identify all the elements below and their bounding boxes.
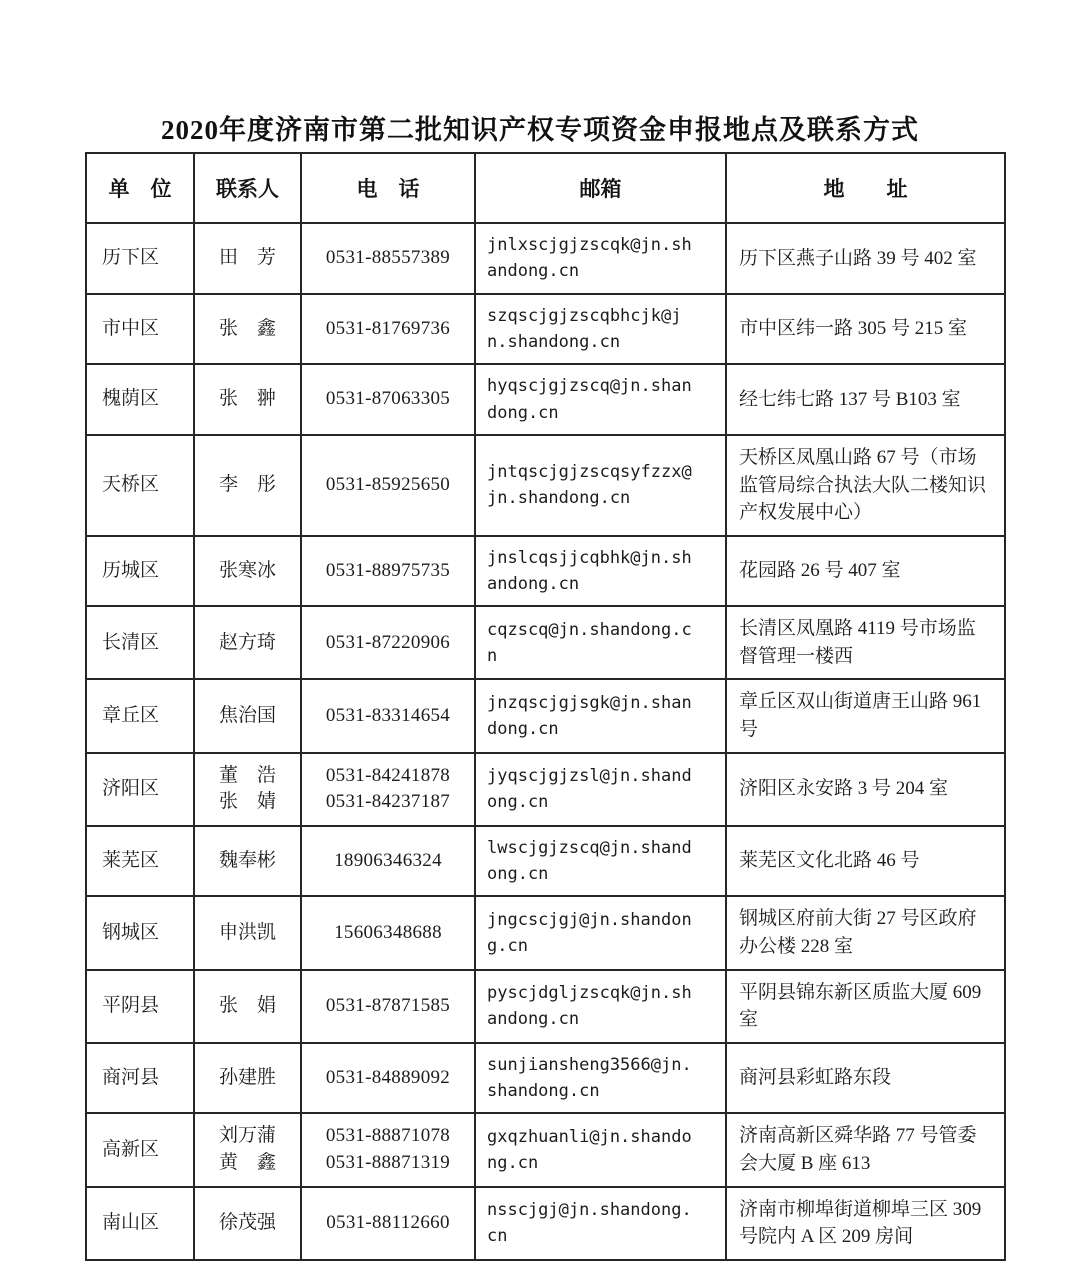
unit-cell — [86, 1043, 194, 1114]
unit-label: 槐荫区 — [102, 388, 160, 410]
contact-name: 徐茂强 — [218, 1211, 276, 1233]
phone-number: 0531-88871078 — [325, 1125, 451, 1147]
unit-cell — [86, 753, 194, 826]
table-row — [86, 1187, 1005, 1260]
contact-cell — [194, 896, 301, 969]
contact-name: 张寒冰 — [218, 559, 276, 581]
address-text: 济南市柳埠街道柳埠三区 309 号院内 A 区 209 房间 — [739, 1198, 982, 1248]
contact-name: 焦治国 — [218, 704, 276, 726]
address-text: 钢城区府前大街 27 号区政府办公楼 228 室 — [739, 908, 977, 957]
phone-number: 0531-83314654 — [325, 704, 451, 726]
contact-table — [85, 152, 1006, 1261]
table-row — [86, 1113, 1005, 1186]
unit-label: 济阳区 — [102, 777, 160, 799]
phone-number: 0531-84241878 — [325, 764, 451, 786]
phone-number: 0531-87063305 — [325, 388, 451, 410]
address-cell — [726, 896, 1005, 969]
address-text: 市中区纬一路 305 号 215 室 — [739, 318, 968, 340]
unit-label: 商河县 — [102, 1066, 160, 1088]
contact-name: 刘万蒲 — [218, 1125, 276, 1147]
phone-number: 0531-87871585 — [325, 994, 451, 1016]
email-address: nsscjgj@jn.shandong.cn — [487, 1199, 692, 1247]
phone-cell — [301, 826, 475, 897]
unit-label: 长清区 — [102, 631, 160, 653]
phone-cell — [301, 606, 475, 679]
contact-name: 孙建胜 — [218, 1066, 276, 1088]
contact-cell — [194, 606, 301, 679]
unit-cell — [86, 364, 194, 435]
address-cell — [726, 1187, 1005, 1260]
email-address: jntqscjgjzscqsyfzzx@jn.shandong.cn — [487, 462, 692, 509]
contact-name: 张 鑫 — [218, 317, 276, 339]
address-text: 平阴县锦东新区质监大厦 609 室 — [739, 981, 982, 1031]
unit-cell — [86, 294, 194, 365]
contact-cell — [194, 1113, 301, 1186]
phone-cell — [301, 223, 475, 294]
contact-cell — [194, 753, 301, 826]
contact-name: 张 翀 — [218, 388, 276, 410]
email-address: szqscjgjzscqbhcjk@jn.shandong.cn — [487, 305, 682, 353]
table-row — [86, 896, 1005, 969]
contact-cell — [194, 826, 301, 897]
header-address: 地 址 — [726, 153, 1005, 223]
contact-name: 赵方琦 — [218, 631, 276, 653]
phone-number: 0531-87220906 — [325, 631, 451, 653]
address-cell — [726, 970, 1005, 1043]
contact-name: 田 芳 — [218, 247, 276, 269]
address-cell — [726, 753, 1005, 826]
contact-cell — [194, 1187, 301, 1260]
address-cell — [726, 826, 1005, 897]
address-cell — [726, 364, 1005, 435]
table-row — [86, 970, 1005, 1043]
address-cell — [726, 1043, 1005, 1114]
phone-number: 0531-84237187 — [325, 791, 451, 813]
contact-name: 黄 鑫 — [218, 1151, 276, 1173]
table-row — [86, 753, 1005, 826]
email-address: hyqscjgjzscq@jn.shandong.cn — [487, 376, 692, 423]
phone-number: 0531-84889092 — [325, 1066, 451, 1088]
header-unit: 单 位 — [86, 153, 194, 223]
table-row — [86, 435, 1005, 536]
phone-number: 15606348688 — [334, 921, 442, 943]
address-text: 莱芜区文化北路 46 号 — [739, 850, 920, 872]
contact-cell — [194, 970, 301, 1043]
email-address: cqzscq@jn.shandong.cn — [487, 619, 692, 666]
phone-number: 0531-88112660 — [326, 1211, 450, 1233]
phone-cell — [301, 970, 475, 1043]
email-cell — [475, 1113, 726, 1186]
contact-name: 董 浩 — [218, 764, 276, 786]
contact-name: 魏奉彬 — [218, 849, 276, 871]
address-text: 济南高新区舜华路 77 号管委会大厦 B 座 613 — [739, 1125, 977, 1174]
table-row — [86, 294, 1005, 365]
email-cell — [475, 364, 726, 435]
unit-cell — [86, 826, 194, 897]
phone-number: 0531-88557389 — [325, 247, 451, 269]
email-address: jyqscjgjzsl@jn.shandong.cn — [487, 765, 692, 813]
email-cell — [475, 294, 726, 365]
address-text: 花园路 26 号 407 室 — [739, 560, 901, 582]
phone-cell — [301, 896, 475, 969]
phone-cell — [301, 753, 475, 826]
email-cell — [475, 679, 726, 752]
email-address: sunjiansheng3566@jn.shandong.cn — [487, 1054, 692, 1101]
phone-cell — [301, 536, 475, 607]
address-text: 章丘区双山街道唐王山路 961 号 — [739, 691, 982, 741]
unit-cell — [86, 970, 194, 1043]
email-cell — [475, 435, 726, 536]
unit-cell — [86, 435, 194, 536]
address-cell — [726, 606, 1005, 679]
phone-cell — [301, 1187, 475, 1260]
phone-cell — [301, 364, 475, 435]
table-row — [86, 223, 1005, 294]
phone-cell — [301, 679, 475, 752]
unit-label: 莱芜区 — [102, 849, 160, 871]
email-address: jnzqscjgjsgk@jn.shandong.cn — [487, 692, 692, 740]
unit-cell — [86, 606, 194, 679]
phone-number: 18906346324 — [334, 849, 442, 871]
phone-number: 0531-81769736 — [325, 317, 451, 339]
contact-cell — [194, 679, 301, 752]
email-cell — [475, 970, 726, 1043]
header-phone: 电 话 — [301, 153, 475, 223]
email-cell — [475, 896, 726, 969]
page-title: 2020年度济南市第二批知识产权专项资金申报地点及联系方式 — [161, 115, 919, 145]
contact-cell — [194, 294, 301, 365]
table-row — [86, 364, 1005, 435]
email-cell — [475, 536, 726, 607]
unit-cell — [86, 223, 194, 294]
phone-cell — [301, 294, 475, 365]
unit-label: 高新区 — [102, 1138, 160, 1160]
email-cell — [475, 1043, 726, 1114]
table-row — [86, 1043, 1005, 1114]
email-address: pyscjdgljzscqk@jn.shandong.cn — [487, 982, 692, 1030]
email-address: gxqzhuanli@jn.shandong.cn — [487, 1126, 692, 1173]
address-cell — [726, 1113, 1005, 1186]
contact-cell — [194, 364, 301, 435]
phone-number: 0531-88975735 — [325, 559, 451, 581]
address-cell — [726, 679, 1005, 752]
email-cell — [475, 223, 726, 294]
unit-label: 章丘区 — [102, 704, 160, 726]
phone-cell — [301, 1043, 475, 1114]
email-address: jnslcqsjjcqbhk@jn.shandong.cn — [487, 547, 692, 595]
address-text: 历下区燕子山路 39 号 402 室 — [739, 247, 977, 269]
address-cell — [726, 435, 1005, 536]
email-cell — [475, 1187, 726, 1260]
table-row — [86, 826, 1005, 897]
contact-cell — [194, 435, 301, 536]
address-text: 长清区凤凰路 4119 号市场监督管理一楼西 — [739, 618, 976, 667]
address-text: 商河县彩虹路东段 — [739, 1067, 892, 1089]
email-address: jnlxscjgjzscqk@jn.shandong.cn — [487, 235, 692, 282]
address-cell — [726, 223, 1005, 294]
phone-cell — [301, 435, 475, 536]
phone-number: 0531-88871319 — [325, 1151, 451, 1173]
contact-name: 张 娟 — [218, 994, 276, 1016]
contact-name: 申洪凯 — [218, 921, 276, 943]
table-row — [86, 536, 1005, 607]
contact-cell — [194, 536, 301, 607]
unit-cell — [86, 896, 194, 969]
table-row — [86, 679, 1005, 752]
phone-number: 0531-85925650 — [325, 474, 451, 496]
address-text: 经七纬七路 137 号 B103 室 — [739, 388, 961, 410]
phone-cell — [301, 1113, 475, 1186]
unit-label: 历城区 — [102, 559, 160, 581]
unit-label: 平阴县 — [102, 994, 160, 1016]
unit-cell — [86, 679, 194, 752]
unit-label: 历下区 — [102, 247, 160, 269]
header-contact: 联系人 — [194, 153, 301, 223]
unit-label: 天桥区 — [102, 474, 160, 496]
email-address: lwscjgjzscq@jn.shandong.cn — [487, 837, 692, 885]
address-text: 济阳区永安路 3 号 204 室 — [739, 778, 949, 800]
table-row — [86, 606, 1005, 679]
contact-name: 李 彤 — [218, 474, 276, 496]
unit-label: 市中区 — [102, 317, 160, 339]
header-email: 邮箱 — [475, 153, 726, 223]
email-address: jngcscjgj@jn.shandong.cn — [487, 909, 692, 956]
header-row — [86, 153, 1005, 223]
unit-cell — [86, 1187, 194, 1260]
unit-label: 钢城区 — [102, 921, 160, 943]
email-cell — [475, 606, 726, 679]
address-cell — [726, 536, 1005, 607]
address-cell — [726, 294, 1005, 365]
unit-cell — [86, 536, 194, 607]
unit-label: 南山区 — [102, 1211, 160, 1233]
contact-name: 张 婧 — [218, 791, 276, 813]
contact-cell — [194, 223, 301, 294]
contact-cell — [194, 1043, 301, 1114]
email-cell — [475, 753, 726, 826]
unit-cell — [86, 1113, 194, 1186]
email-cell — [475, 826, 726, 897]
address-text: 天桥区凤凰山路 67 号（市场监管局综合执法大队二楼知识产权发展中心） — [739, 447, 987, 524]
